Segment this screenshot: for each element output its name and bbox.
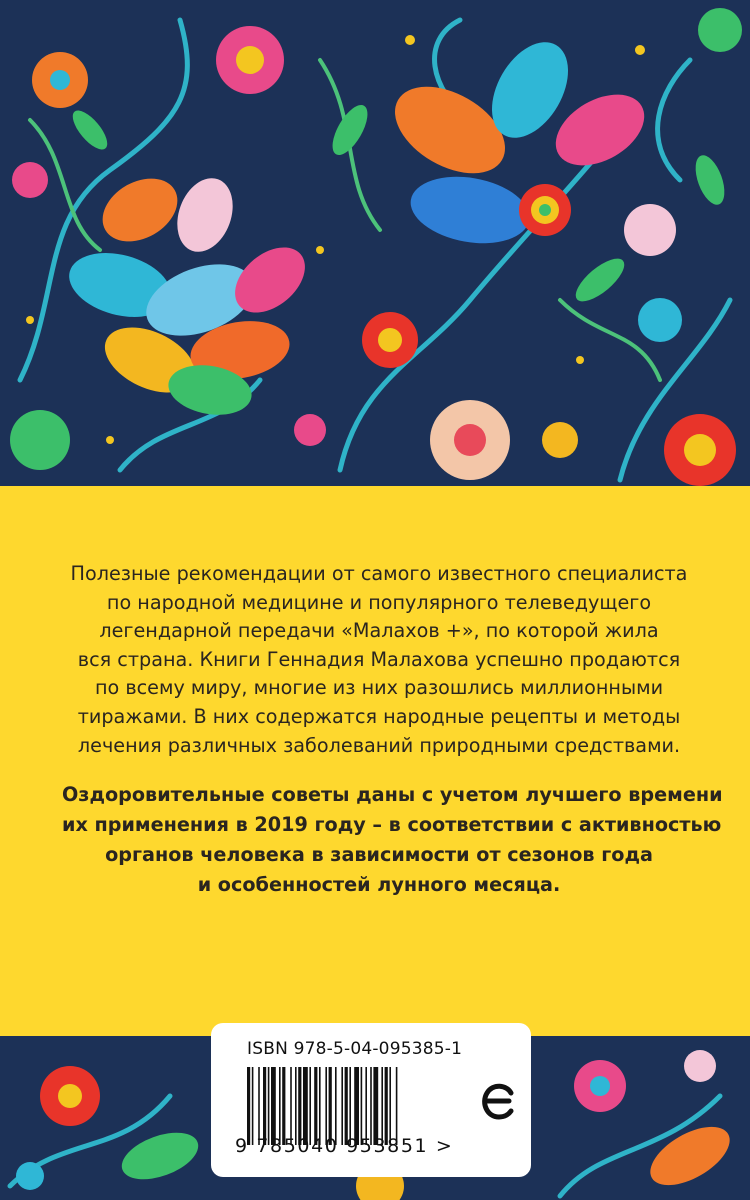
description-line: легендарной передачи «Малахов +», по которой жила [99,619,659,643]
barcode-bar [381,1067,383,1145]
barcode-bar [329,1067,332,1145]
barcode-bar [365,1067,367,1145]
barcode-bar [314,1067,317,1145]
barcode-bar [341,1067,343,1145]
barcode-bar [373,1067,378,1145]
description-line: Полезные рекомендации от самого известного специалиста [70,562,688,585]
barcode-bar [385,1067,388,1145]
barcode-bar [247,1067,250,1145]
barcode-bar [279,1067,281,1145]
barcode-bar [335,1067,337,1145]
highlight-line: Оздоровительные советы даны с учетом лучшего времени [62,783,723,806]
barcode-bar [361,1067,363,1145]
barcode-bar [303,1067,308,1145]
description-line: лечения различных заболеваний природными средствами. [77,733,681,757]
description-line: по всему миру, многие из них разошлись миллионными [94,676,664,700]
isbn-number: ISBN 978-5-04-095385-1 [247,1039,463,1059]
barcode-bar [271,1067,276,1145]
description-panel [0,486,750,1036]
barcode-bar [282,1067,285,1145]
book-highlight [62,780,723,900]
barcode-bar [290,1067,292,1145]
description-line: по народной медицине и популярного телеведущего [106,590,652,614]
barcode-bar [258,1067,260,1145]
description-line: вся страна. Книги Геннадия Малахова успешно продаются [77,647,681,671]
highlight-line: органов человека в зависимости от сезонов года [105,843,653,866]
barcode-bar [319,1067,321,1145]
barcode [247,1067,461,1145]
isbn-barcode-box [211,1023,531,1177]
barcode-bar [396,1067,398,1145]
barcode-bar [354,1067,359,1145]
publisher-logo-icon [481,1081,517,1121]
barcode-bar [389,1067,391,1145]
barcode-bar [309,1067,311,1145]
book-description [62,560,696,760]
barcode-bar [349,1067,351,1145]
barcode-bar [268,1067,270,1145]
highlight-line: их применения в 2019 году – в соответствии с активностью [62,813,722,836]
highlight-line: и особенностей лунного месяца. [197,873,561,896]
barcode-bar [345,1067,348,1145]
barcode-bar [263,1067,266,1145]
barcode-bar [370,1067,372,1145]
barcode-bar [298,1067,301,1145]
floral-illustration-top [0,0,750,486]
description-line: тиражами. В них содержатся народные рецепты и методы [77,704,681,728]
barcode-bar [252,1067,254,1145]
barcode-bar [295,1067,297,1145]
barcode-bar [325,1067,327,1145]
barcode-digits: 9 785040 953851 > [235,1135,454,1157]
